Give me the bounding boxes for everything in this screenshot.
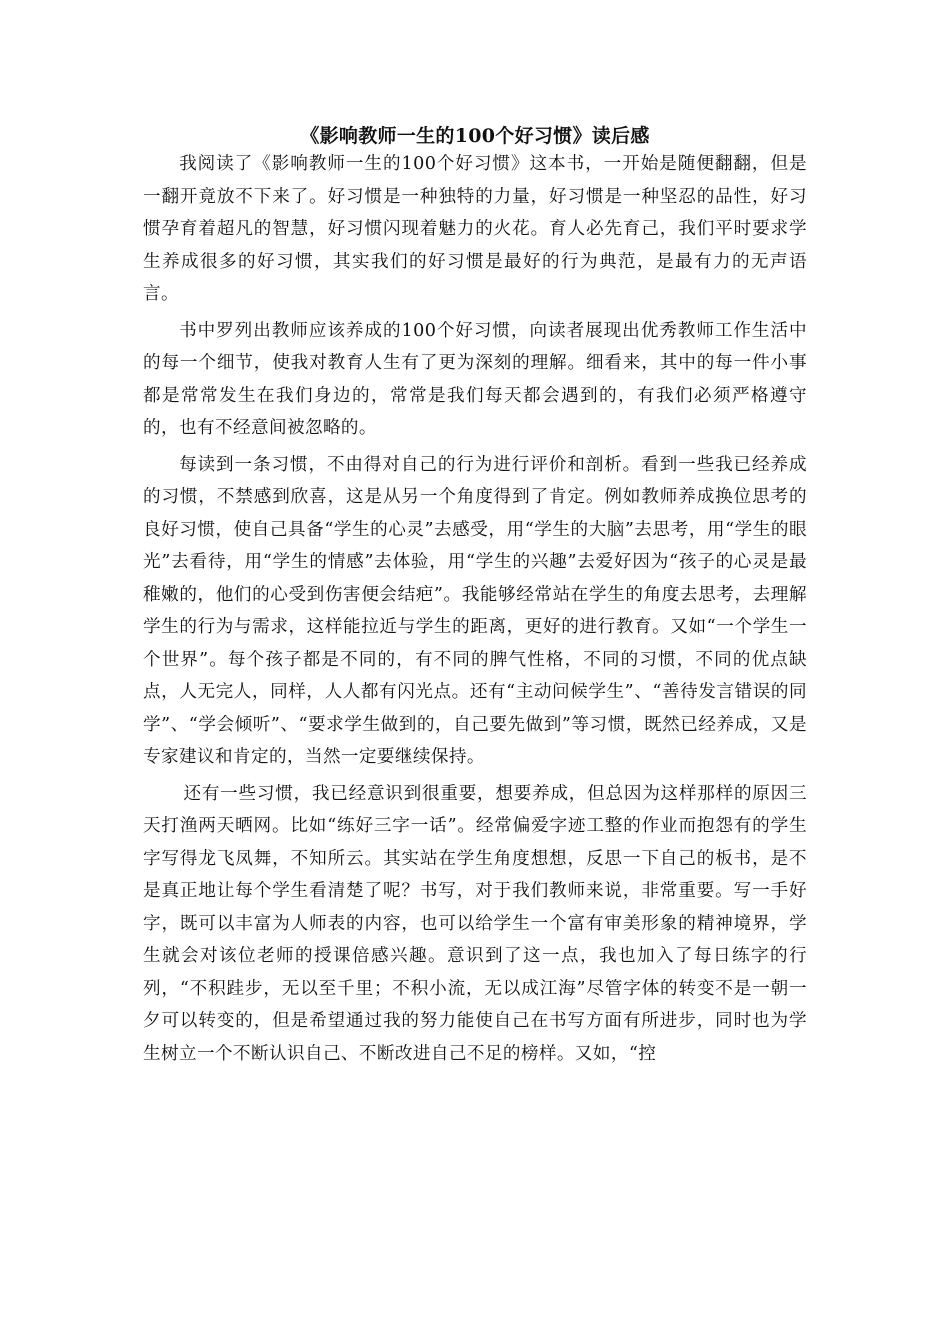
document-title: 《影响教师一生的100个好习惯》读后感 [300, 125, 650, 147]
paragraph-1: 我阅读了《影响教师一生的100个好习惯》这本书，一开始是随便翻翻，但是一翻开竟放不下来了。好习惯是一种独特的力量，好习惯是一种坚忍的品性，好习惯孕育着超凡的智慧，好习惯闪现着魅力的火花。育人必先育己，我们平时要求学生养成很多的好习惯，其实我们的好习惯是最好的行为典范，是最有力的无声语言。 [143, 154, 807, 304]
paragraph-4: 还有一些习惯，我已经意识到很重要，想要养成，但总因为这样那样的原因三天打渔两天晒网。比如“练好三字一话”。经常偏爱字迹工整的作业而抱怨有的学生字写得龙飞凤舞，不知所云。其实站在学生角度想想，反思一下自己的板书，是不是真正地让每个学生看清楚了呢？书写，对于我们教师来说，非常重要。写一手好字，既可以丰富为人师表的内容，也可以给学生一个富有审美形象的精神境界，学生就会对该位老师的授课倍感兴趣。意识到了这一点，我也加入了每日练字的行列，“不积跬步，无以至千里；不积小流，无以成江海”尽管字体的转变不是一朝一夕可以转变的，但是希望通过我的努力能使自己在书写方面有所进步，同时也为学生树立一个不断认识自己、不断改进自己不足的榜样。又如，“控 [143, 783, 807, 1064]
paragraph-2: 书中罗列出教师应该养成的100个好习惯，向读者展现出优秀教师工作生活中的每一个细节，使我对教育人生有了更为深刻的理解。细看来，其中的每一件小事都是常常发生在我们身边的，常常是我们每天都会遇到的，有我们必须严格遵守的，也有不经意间被忽略的。 [143, 320, 807, 438]
paragraph-3: 每读到一条习惯，不由得对自己的行为进行评价和剖析。看到一些我已经养成的习惯，不禁感到欣喜，这是从另一个角度得到了肯定。例如教师养成换位思考的良好习惯，使自己具备“学生的心灵”去感受，用“学生的大脑”去思考，用“学生的眼光”去看待，用“学生的情感”去体验，用“学生的兴趣”去爱好因为“孩子的心灵是最稚嫩的，他们的心受到伤害便会结疤”。我能够经常站在学生的角度去思考，去理解学生的行为与需求，这样能拉近与学生的距离，更好的进行教育。又如“一个学生一个世界”。每个孩子都是不同的，有不同的脾气性格，不同的习惯，不同的优点缺点，人无完人，同样，人人都有闪光点。还有“主动问候学生”、“善待发言错误的同学”、“学会倾听”、“要求学生做到的，自己要先做到”等习惯，既然已经养成，又是专家建议和肯定的，当然一定要继续保持。 [143, 454, 807, 767]
document-page [143, 118, 807, 1070]
